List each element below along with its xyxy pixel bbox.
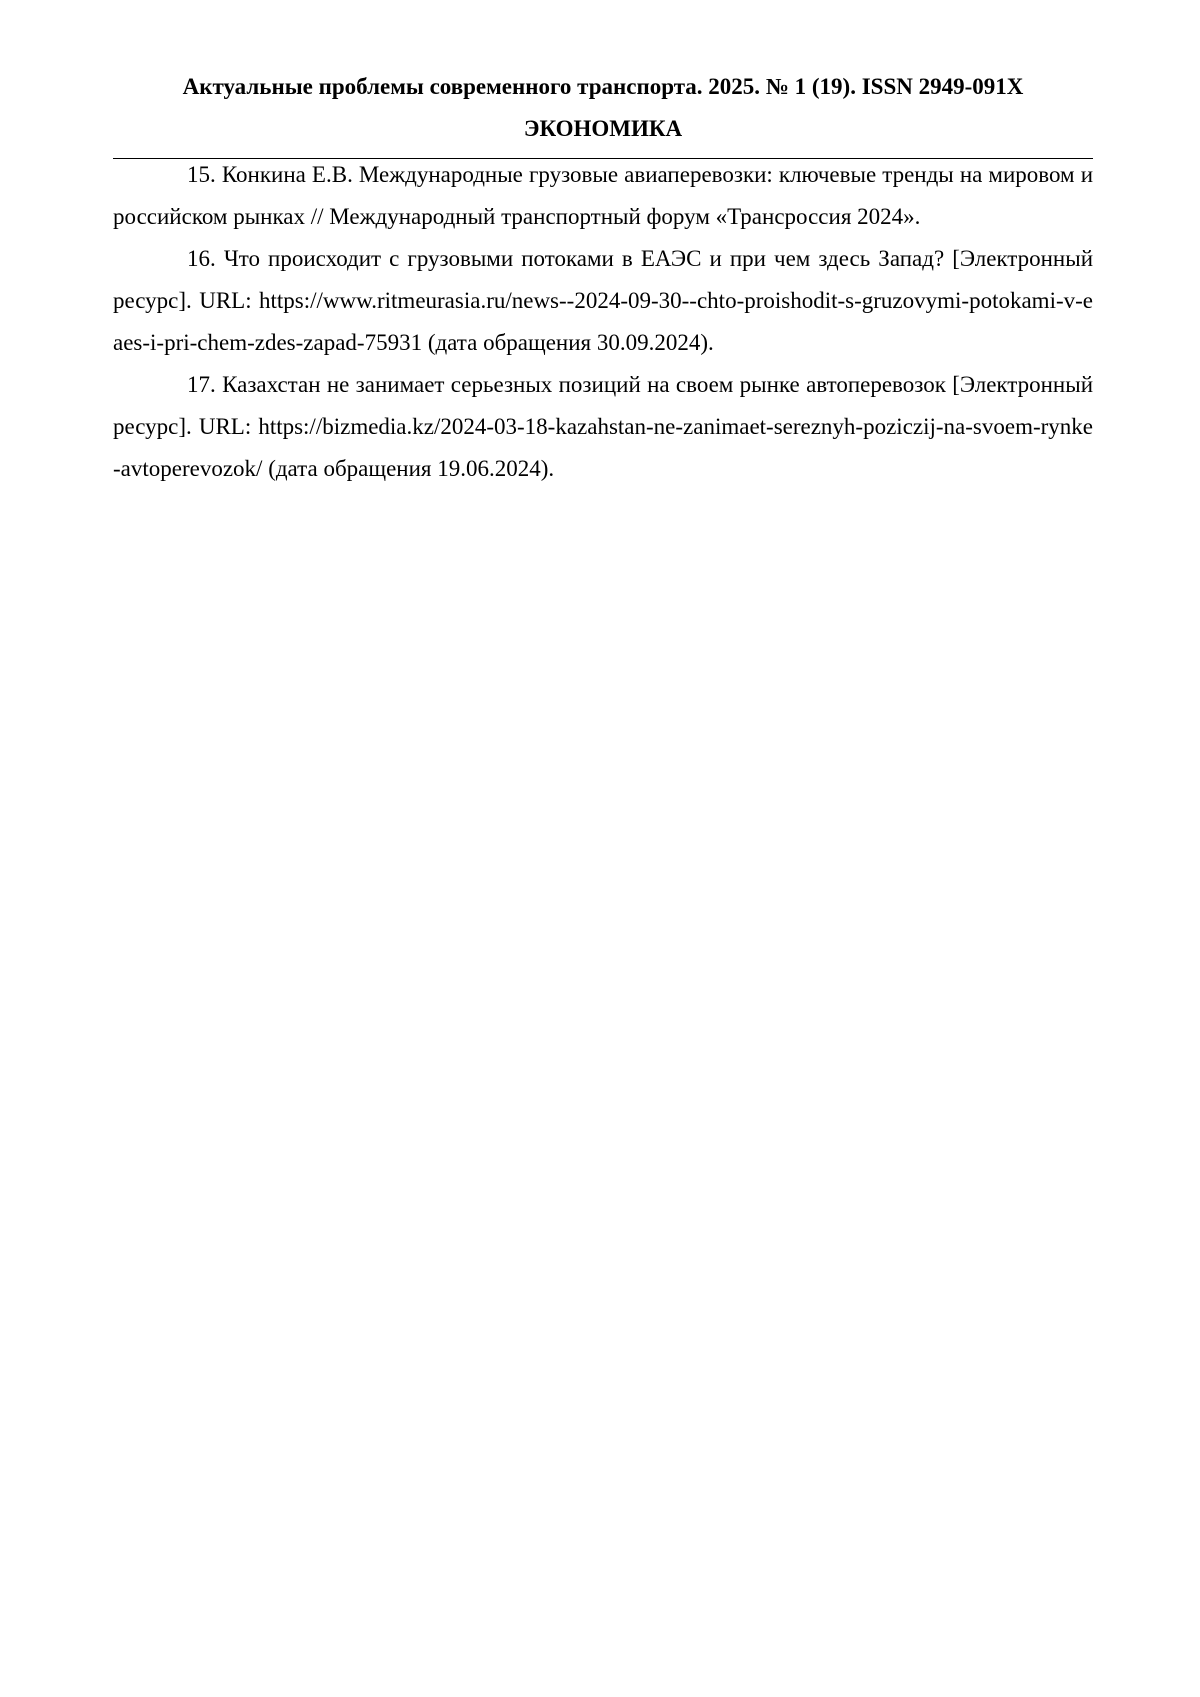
running-header xyxy=(113,66,1093,150)
reference-url[interactable]: https://www.ritmeurasia.ru/news--2024-09-30--chto-proishodit-s-gruzovymi-potokami-v-eaes-i-pri-chem-zdes-zapad-75931 xyxy=(113,288,1093,355)
reference-item-16 xyxy=(113,238,1093,364)
reference-item-17 xyxy=(113,364,1093,490)
reference-list xyxy=(113,154,1093,490)
reference-access-date: (дата обращения 30.09.2024). xyxy=(427,330,714,355)
reference-access-date: (дата обращения 19.06.2024). xyxy=(268,456,555,481)
reference-text: Что происходит с грузовыми потоками в ЕАЭС и при чем здесь Запад? [Электронный ресурс]. URL: xyxy=(113,246,1094,313)
section-title: ЭКОНОМИКА xyxy=(523,116,683,141)
reference-text: Казахстан не занимает серьезных позиций на своем рынке автоперевозок [Электронный ресурс]. URL: xyxy=(113,372,1094,439)
reference-number: 15. xyxy=(187,162,216,187)
reference-item-15 xyxy=(113,154,1093,238)
reference-url[interactable]: https://bizmedia.kz/2024-03-18-kazahstan-ne-zanimaet-sereznyh-poziczij-na-svoem-rynke-avtoperevozok/ xyxy=(113,414,1093,481)
reference-number: 16. xyxy=(187,246,216,271)
journal-title: Актуальные проблемы современного транспорта. 2025. № 1 (19). ISSN 2949-091X xyxy=(182,74,1024,99)
reference-text: Конкина Е.В. Международные грузовые авиаперевозки: ключевые тренды на мировом и российском рынках // Международный транспортный форум «Трансроссия 2024». xyxy=(113,162,1093,229)
reference-number: 17. xyxy=(187,372,216,397)
